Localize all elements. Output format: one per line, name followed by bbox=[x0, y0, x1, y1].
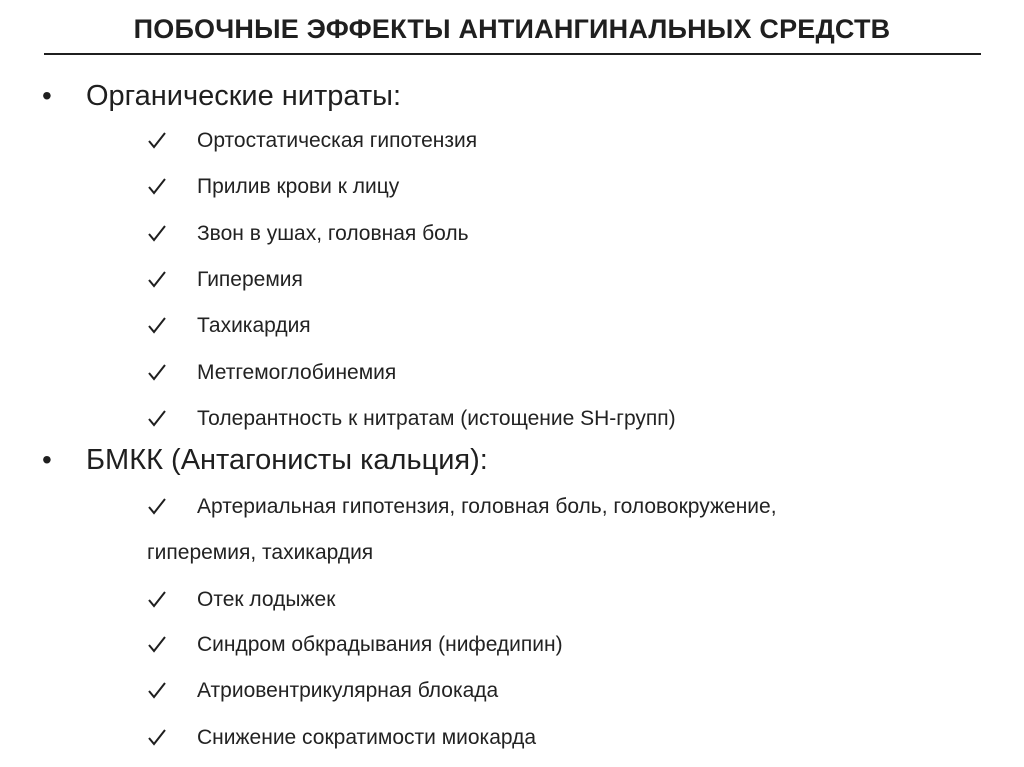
checkmark-icon bbox=[147, 408, 167, 428]
checkmark-icon bbox=[147, 680, 167, 700]
list-item-label: Снижение сократимости миокарда bbox=[197, 726, 537, 749]
list-item bbox=[0, 587, 1024, 619]
section-heading: БМКК (Антагонисты кальция): bbox=[86, 444, 488, 476]
checkmark-icon bbox=[147, 130, 167, 150]
list-item bbox=[0, 678, 1024, 710]
list-item bbox=[0, 632, 1024, 664]
list-item bbox=[0, 360, 1024, 392]
list-item bbox=[0, 313, 1024, 345]
list-item bbox=[0, 128, 1024, 160]
list-item bbox=[0, 494, 1024, 526]
list-item bbox=[0, 406, 1024, 438]
list-item-label: Прилив крови к лицу bbox=[197, 175, 400, 198]
list-item-continuation-label: гиперемия, тахикардия bbox=[147, 541, 374, 564]
list-item-label: Атриовентрикулярная блокада bbox=[197, 679, 499, 702]
list-item-label: Гиперемия bbox=[197, 268, 303, 291]
bullet-icon: • bbox=[42, 444, 52, 475]
title-underline bbox=[44, 53, 981, 55]
checkmark-icon bbox=[147, 727, 167, 747]
list-item bbox=[0, 221, 1024, 253]
list-item-label: Артериальная гипотензия, головная боль, головокружение, bbox=[197, 495, 777, 518]
list-item-label: Звон в ушах, головная боль bbox=[197, 222, 469, 245]
list-item bbox=[0, 174, 1024, 206]
list-item-label: Отек лодыжек bbox=[197, 588, 336, 611]
list-item-continuation bbox=[0, 540, 1024, 572]
checkmark-icon bbox=[147, 269, 167, 289]
bullet-icon: • bbox=[42, 80, 52, 111]
checkmark-icon bbox=[147, 634, 167, 654]
section-heading: Органические нитраты: bbox=[86, 80, 402, 112]
checkmark-icon bbox=[147, 496, 167, 516]
list-item-label: Толерантность к нитратам (истощение SH-групп) bbox=[197, 407, 676, 430]
checkmark-icon bbox=[147, 362, 167, 382]
list-item-label: Тахикардия bbox=[197, 314, 311, 337]
list-item bbox=[0, 725, 1024, 757]
section-organic-nitrates bbox=[0, 78, 1024, 118]
list-item-label: Синдром обкрадывания (нифедипин) bbox=[197, 633, 563, 656]
checkmark-icon bbox=[147, 589, 167, 609]
checkmark-icon bbox=[147, 223, 167, 243]
list-item-label: Метгемоглобинемия bbox=[197, 361, 397, 384]
page-title: ПОБОЧНЫЕ ЭФФЕКТЫ АНТИАНГИНАЛЬНЫХ СРЕДСТВ bbox=[133, 14, 891, 44]
checkmark-icon bbox=[147, 176, 167, 196]
list-item bbox=[0, 267, 1024, 299]
section-calcium-antagonists bbox=[0, 442, 1024, 482]
list-item-label: Ортостатическая гипотензия bbox=[197, 129, 478, 152]
checkmark-icon bbox=[147, 315, 167, 335]
